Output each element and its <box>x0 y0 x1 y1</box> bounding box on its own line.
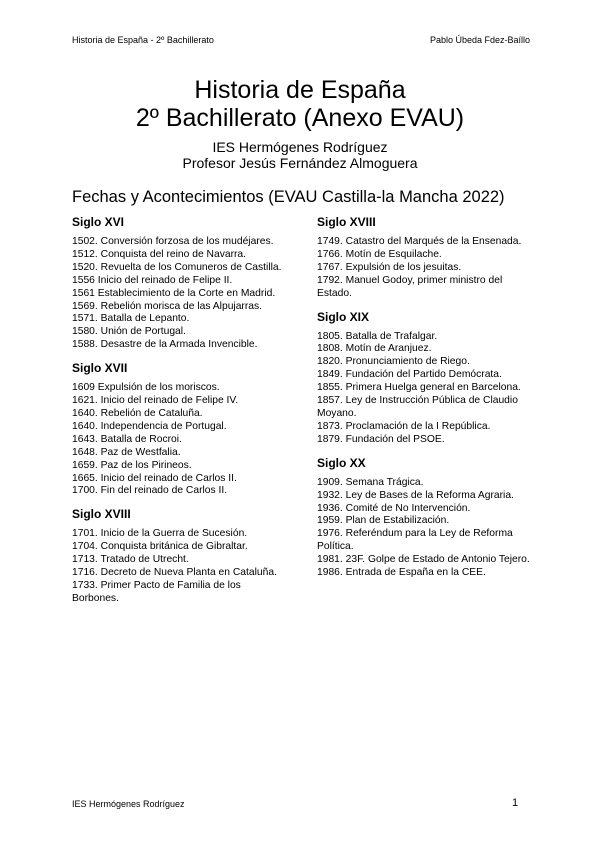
century-group <box>72 506 284 605</box>
event-item: 1561 Establecimiento de la Corte en Madrid. <box>72 287 276 299</box>
event-item: 1640. Independencia de Portugal. <box>72 420 227 432</box>
century-heading: Siglo XVIII <box>317 215 376 229</box>
event-item: 1512. Conquista del reino de Navarra. <box>72 248 247 260</box>
century-group <box>317 309 532 447</box>
event-item: 1665. Inicio del reinado de Carlos II. <box>72 472 237 484</box>
event-item: 1981. 23F. Golpe de Estado de Antonio Tejero. <box>317 554 530 566</box>
century-heading: Siglo XIX <box>317 309 370 324</box>
event-item: 1704. Conquista británica de Gibraltar. <box>72 541 248 553</box>
event-item: 1932. Ley de Bases de la Reforma Agraria. <box>317 489 514 501</box>
event-item: 1701. Inicio de la Guerra de Sucesión. <box>72 528 248 540</box>
event-item: 1713. Tratado de Utrecht. <box>72 554 189 566</box>
event-item: 1873. Proclamación de la I República. <box>317 420 491 432</box>
header-course: Historia de España - 2º Bachillerato <box>72 35 214 45</box>
event-item: 1569. Rebelión morisca de las Alpujarras. <box>72 300 263 312</box>
title-block <box>0 76 600 171</box>
event-item: 1643. Batalla de Rocroi. <box>72 433 182 445</box>
event-item: 1659. Paz de los Pirineos. <box>72 459 192 471</box>
century-heading: Siglo XVII <box>72 361 128 376</box>
event-item: 1502. Conversión forzosa de los mudéjares. <box>72 236 274 247</box>
page-number: 1 <box>512 797 519 809</box>
event-item: 1571. Batalla de Lepanto. <box>72 313 190 325</box>
century-heading: Siglo XX <box>317 455 366 470</box>
event-item: 1855. Primera Huelga general en Barcelona. <box>317 382 521 394</box>
century-heading: Siglo XVI <box>72 215 125 229</box>
event-item: 1909. Semana Trágica. <box>317 476 424 488</box>
event-item: 1820. Pronunciamiento de Riego. <box>317 356 470 368</box>
event-item: 1767. Expulsión de los jesuitas. <box>317 261 462 273</box>
header-author: Pablo Úbeda Fdez-Baíllo <box>429 35 530 45</box>
century-group <box>317 455 532 580</box>
event-item: 1879. Fundación del PSOE. <box>317 433 445 445</box>
event-item: 1621. Inicio del reinado de Felipe IV. <box>72 395 239 407</box>
century-group <box>72 214 284 352</box>
section-title: Fechas y Acontecimientos (EVAU Castilla-la Mancha 2022) <box>72 188 505 206</box>
event-item: 1766. Motín de Esquilache. <box>317 248 442 260</box>
event-item: 1936. Comité de No Intervención. <box>317 502 471 514</box>
century-heading: Siglo XVIII <box>72 507 131 522</box>
right-column <box>317 214 532 588</box>
event-item: 1857. Ley de Instrucción Pública de Claudio Moyano. <box>317 395 518 419</box>
event-item: 1580. Unión de Portugal. <box>72 326 186 338</box>
event-item: 1716. Decreto de Nueva Planta en Cataluña. <box>72 567 277 579</box>
event-item: 1976. Referéndum para la Ley de Reforma Política. <box>317 528 513 553</box>
page-title: Historia de España <box>194 76 406 104</box>
event-item: 1640. Rebelión de Cataluña. <box>72 407 203 419</box>
event-item: 1749. Catastro del Marqués de la Ensenada. <box>317 236 522 247</box>
event-item: 1986. Entrada de España en la CEE. <box>317 567 486 579</box>
teacher-name: Profesor Jesús Fernández Almoguera <box>182 155 418 171</box>
event-item: 1792. Manuel Godoy, primer ministro del Estado. <box>317 274 503 299</box>
left-column <box>72 214 284 614</box>
event-item: 1520. Revuelta de los Comuneros de Castilla. <box>72 261 282 273</box>
footer-school: IES Hermógenes Rodríguez <box>72 799 185 809</box>
event-item: 1808. Motín de Aranjuez. <box>317 343 432 355</box>
event-item: 1849. Fundación del Partido Demócrata. <box>317 369 502 381</box>
event-item: 1648. Paz de Westfalia. <box>72 446 181 458</box>
event-item: 1588. Desastre de la Armada Invencible. <box>72 339 258 351</box>
page-subtitle: 2º Bachillerato (Anexo EVAU) <box>135 104 465 132</box>
event-item: 1609 Expulsión de los moriscos. <box>72 382 220 394</box>
event-item: 1556 Inicio del reinado de Felipe II. <box>72 274 233 286</box>
event-item: 1805. Batalla de Trafalgar. <box>317 330 438 342</box>
century-group <box>317 214 532 301</box>
event-item: 1959. Plan de Estabilización. <box>317 515 450 527</box>
century-group <box>72 360 284 498</box>
event-item: 1733. Primer Pacto de Familia de los Borbones. <box>72 579 241 604</box>
event-item: 1700. Fin del reinado de Carlos II. <box>72 485 228 497</box>
school-name: IES Hermógenes Rodríguez <box>212 139 388 155</box>
